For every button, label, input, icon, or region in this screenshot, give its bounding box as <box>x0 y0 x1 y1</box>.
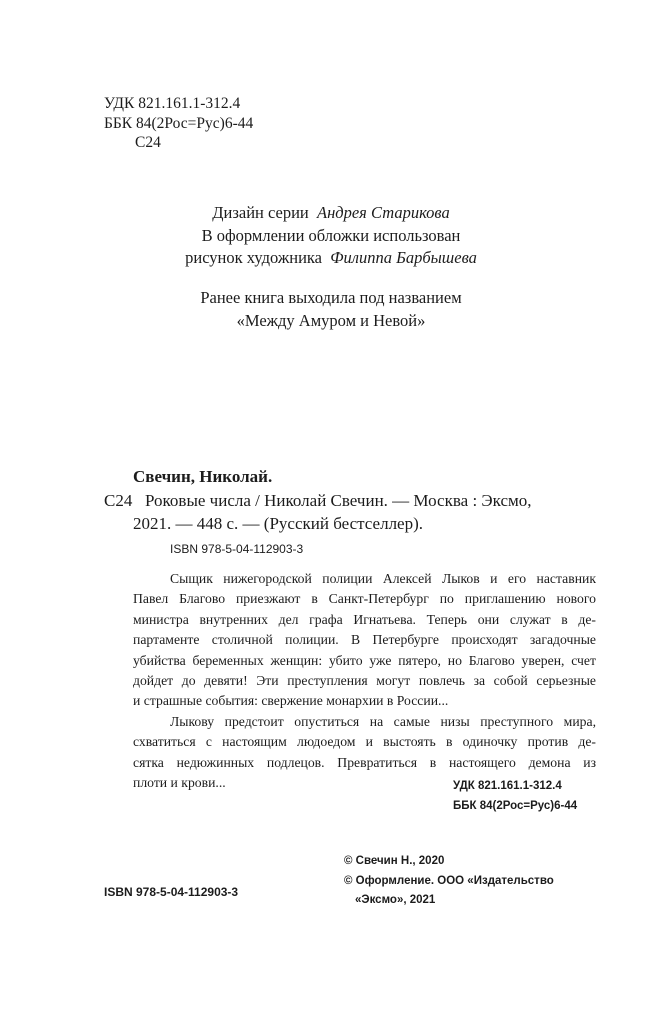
bottom-bbk-code: ББК 84(2Рос=Рус)6-44 <box>453 800 578 812</box>
copyright-publisher: «Эксмо», 2021 <box>355 894 436 906</box>
copyright-block <box>344 852 554 911</box>
annotation-line: Лыкову предстоит опуститься на самые низы преступного мира, <box>170 713 596 729</box>
annotation-line: убийства беременных женщин: убито уже пятеро, но Благово уверен, счет <box>133 652 596 668</box>
top-bbk-code: ББК 84(2Рос=Рус)6-44 <box>104 114 254 132</box>
copyright-author: © Свечин Н., 2020 <box>344 855 445 867</box>
isbn-bottom: ISBN 978-5-04-112903-3 <box>104 885 239 899</box>
artist-prefix: рисунок художника <box>185 248 322 267</box>
catalog-isbn: ISBN 978-5-04-112903-3 <box>170 542 304 556</box>
series-designer: Андрея Старикова <box>317 203 450 222</box>
top-classification-codes <box>104 94 253 153</box>
bottom-classification-codes <box>453 776 577 816</box>
catalog-code: С24 <box>104 491 133 510</box>
annotation-line: министра внутренних дел графа Игнатьева. Теперь они служат в де- <box>133 611 596 627</box>
design-credits <box>0 202 662 270</box>
series-design-line <box>0 202 662 225</box>
annotation-line: Сыщик нижегородской полиции Алексей Лыков и его наставник <box>170 571 596 586</box>
annotation-line: партаменте столичной полиции. В Петербурге происходят загадочные <box>133 632 596 648</box>
top-udk-code: УДК 821.161.1-312.4 <box>104 95 241 112</box>
top-author-mark: С24 <box>135 134 161 151</box>
cover-line: В оформлении обложки использован <box>201 225 461 245</box>
catalog-author: Свечин, Николай. <box>133 467 273 486</box>
bottom-udk-code: УДК 821.161.1-312.4 <box>453 780 562 792</box>
artist-name: Филиппа Барбышева <box>330 248 477 267</box>
previous-title-block <box>0 287 662 332</box>
annotation <box>133 569 596 793</box>
catalog-title-line: Роковые числа / Николай Свечин. — Москва : Эксмо, <box>145 491 532 510</box>
annotation-line: сятка недюжинных подлецов. Превратиться в настоящего демона из <box>133 754 596 770</box>
previous-title: «Между Амуром и Невой» <box>236 310 426 330</box>
annotation-line: схватиться с настоящим людоедом и выстоять в одиночку против де- <box>133 734 596 750</box>
catalog-imprint: 2021. — 448 с. — (Русский бестселлер). <box>133 514 424 533</box>
artist-line <box>0 247 662 270</box>
annotation-line: Павел Благово приезжают в Санкт-Петербург по приглашению нового <box>133 591 596 607</box>
previous-title-line: Ранее книга выходила под названием <box>200 288 462 307</box>
copyright-design: © Оформление. ООО «Издательство <box>344 874 554 887</box>
series-design-prefix: Дизайн серии <box>212 203 309 222</box>
annotation-line: и страшные события: свержение монархии в России... <box>133 693 449 709</box>
annotation-line: плоти и крови... <box>133 775 226 791</box>
annotation-line: дойдет до девяти! Эти преступления могут повлечь за собой серьезные <box>133 673 596 689</box>
